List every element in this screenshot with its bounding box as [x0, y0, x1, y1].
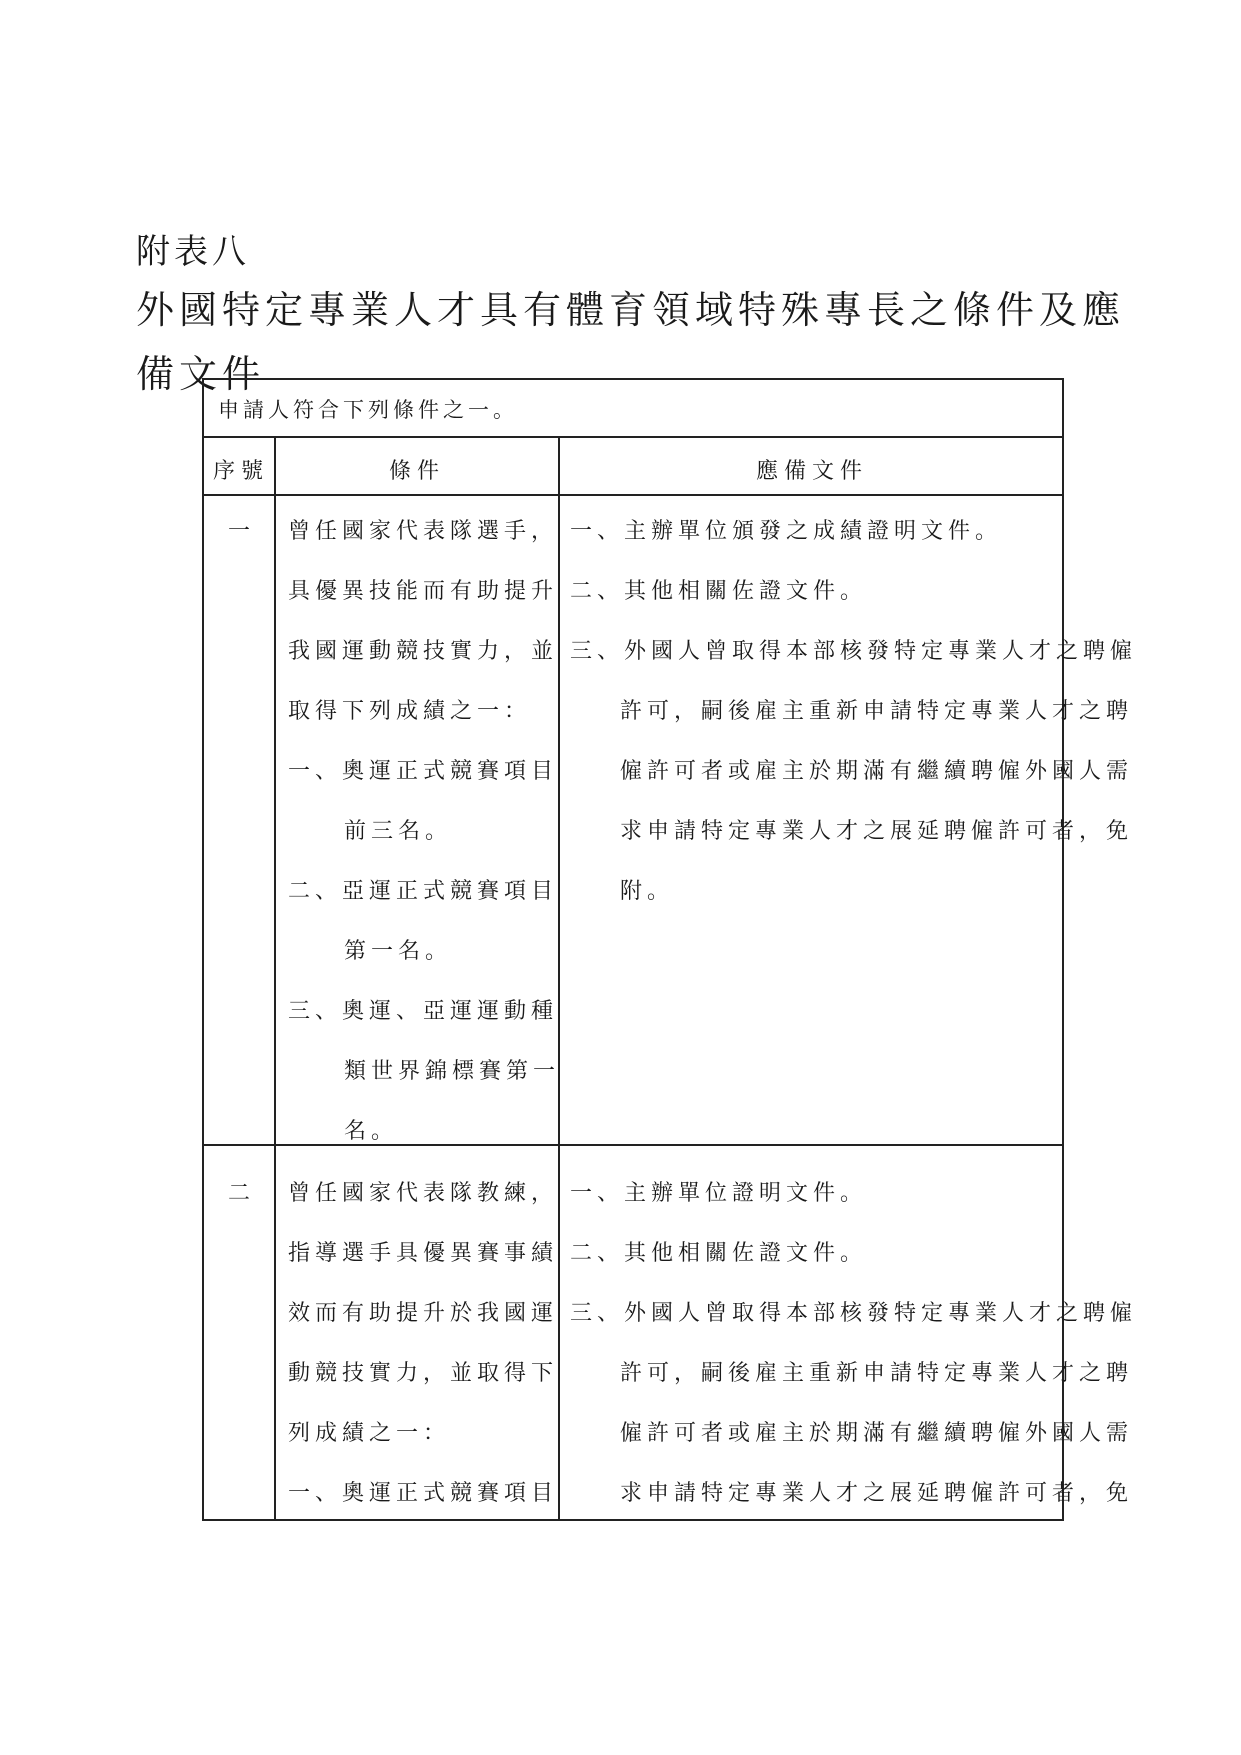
requirements-table	[202, 378, 1138, 1521]
document-line: 二、其他相關佐證文件。	[570, 579, 868, 604]
document-line: 求申請特定專業人才之展延聘僱許可者，免	[620, 819, 1134, 844]
row-number: 一	[227, 519, 254, 544]
document-line: 求申請特定專業人才之展延聘僱許可者，免	[620, 1481, 1134, 1506]
condition-line: 一、奧運正式競賽項目	[288, 1481, 559, 1506]
condition-line: 第一名。	[344, 939, 453, 964]
title-line: 備文件	[136, 352, 266, 396]
table-rule	[204, 494, 1062, 496]
document-line: 僱許可者或雇主於期滿有繼續聘僱外國人需	[620, 1421, 1134, 1446]
condition-line: 一、奧運正式競賽項目	[288, 759, 559, 784]
condition-line: 名。	[344, 1119, 399, 1144]
table-rule	[204, 436, 1062, 438]
condition-line: 曾任國家代表隊教練，	[288, 1181, 559, 1206]
intro-text: 申請人符合下列條件之一。	[218, 398, 518, 422]
header-condition: 條件	[388, 459, 445, 484]
header-documents: 應備文件	[755, 459, 868, 484]
column-divider	[558, 436, 560, 1519]
document-line: 一、主辦單位頒發之成績證明文件。	[570, 519, 1003, 544]
condition-line: 前三名。	[344, 819, 453, 844]
document-line: 三、外國人曾取得本部核發特定專業人才之聘僱	[570, 639, 1138, 664]
title-line: 外國特定專業人才具有體育領域特殊專長之條件及應	[136, 288, 1126, 332]
document-line: 二、其他相關佐證文件。	[570, 1241, 868, 1266]
document-line: 三、外國人曾取得本部核發特定專業人才之聘僱	[570, 1301, 1138, 1326]
document-line: 附。	[620, 879, 675, 904]
document-line: 許可，嗣後雇主重新申請特定專業人才之聘	[620, 1361, 1134, 1386]
condition-line: 指導選手具優異賽事績	[288, 1241, 559, 1266]
document-line: 一、主辦單位證明文件。	[570, 1181, 868, 1206]
annex-label: 附表八	[136, 232, 250, 272]
condition-line: 我國運動競技實力，並	[288, 639, 559, 664]
condition-line: 取得下列成績之一：	[288, 699, 532, 724]
condition-line: 列成績之一：	[288, 1421, 451, 1446]
document-line: 許可，嗣後雇主重新申請特定專業人才之聘	[620, 699, 1134, 724]
condition-line: 曾任國家代表隊選手，	[288, 519, 559, 544]
row-number: 二	[227, 1181, 254, 1206]
condition-line: 具優異技能而有助提升	[288, 579, 559, 604]
document-line: 僱許可者或雇主於期滿有繼續聘僱外國人需	[620, 759, 1134, 784]
header-no: 序號	[212, 459, 269, 484]
condition-line: 三、奧運、亞運運動種	[288, 999, 559, 1024]
column-divider	[274, 436, 276, 1519]
condition-line: 類世界錦標賽第一	[344, 1059, 561, 1084]
table-rule	[204, 1144, 1062, 1146]
condition-line: 二、亞運正式競賽項目	[288, 879, 559, 904]
condition-line: 效而有助提升於我國運	[288, 1301, 559, 1326]
condition-line: 動競技實力，並取得下	[288, 1361, 559, 1386]
